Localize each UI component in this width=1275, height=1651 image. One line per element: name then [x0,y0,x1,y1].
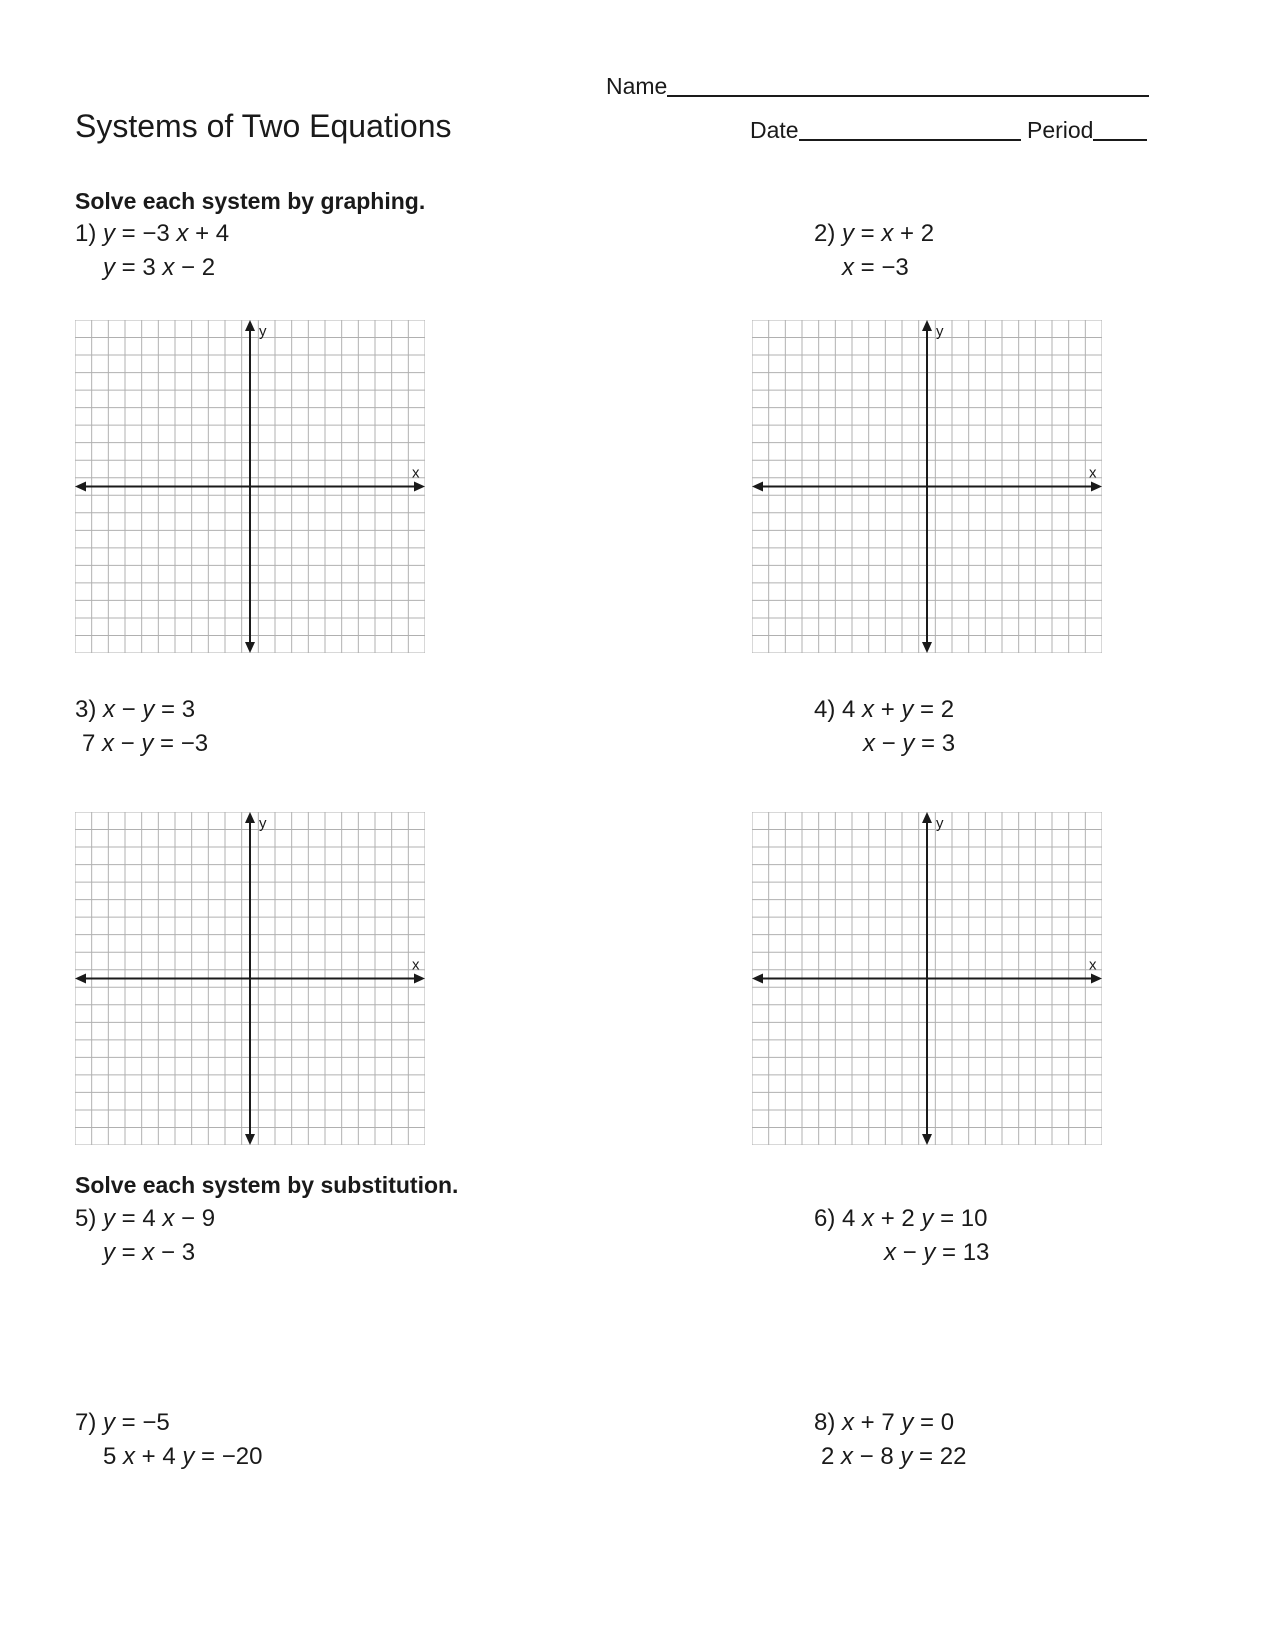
variable-x: x [162,1205,175,1232]
problem-number: 3) [75,696,104,723]
variable-y: y [902,730,915,757]
variable-y: y [103,220,116,247]
problem-number: 6) [814,1205,843,1232]
variable-y: y [103,1205,116,1232]
variable-x: x [881,220,894,247]
variable-y: y [923,1239,936,1266]
y-axis-arrow-up [245,320,255,331]
date-blank[interactable] [799,139,1021,141]
y-axis-arrow-down [922,642,932,653]
graph-3[interactable] [75,812,425,1145]
variable-x: x [842,254,854,281]
period-label: Period [1026,117,1094,143]
x-axis-arrow-right [414,482,425,492]
x-axis-label: x [1089,464,1097,482]
y-axis-arrow-up [922,320,932,331]
graph-4[interactable] [752,812,1102,1145]
problem-7-eq2: 5 x + 4 y = −20 [103,1443,263,1470]
problem-5 [75,1202,215,1270]
y-axis-label: y [936,815,944,832]
problem-7 [75,1406,262,1474]
x-axis-label: x [412,464,420,482]
x-axis-arrow-left [75,974,86,984]
problem-number: 1) [75,220,104,247]
variable-x: x [841,1443,854,1470]
y-axis-arrow-up [922,812,932,823]
x-axis-arrow-left [75,482,86,492]
x-axis-arrow-left [752,974,763,984]
problem-number: 7) [75,1409,104,1436]
y-axis-label: y [259,815,267,832]
problem-4-eq1: 4) 4 x + y = 2 [814,696,955,723]
variable-x: x [123,1443,136,1470]
page-title: Systems of Two Equations [75,108,452,144]
variable-y: y [103,1409,116,1436]
problem-6-eq1: 6) 4 x + 2 y = 10 [814,1205,988,1232]
variable-y: y [141,730,154,757]
variable-x: x [162,254,175,281]
problem-5-eq2: y = x − 3 [103,1239,196,1266]
name-blank[interactable] [667,95,1149,97]
section-heading-substitution: Solve each system by substitution. [75,1172,459,1198]
variable-y: y [842,220,855,247]
problem-8-eq1: 8) x + 7 y = 0 [814,1409,955,1436]
problem-5-eq1: 5) y = 4 x − 9 [75,1205,216,1232]
x-axis-arrow-left [752,482,763,492]
date-label: Date [750,117,799,143]
problem-3-eq2: 7 x − y = −3 [82,730,209,757]
variable-x: x [862,696,875,723]
variable-x: x [103,696,116,723]
variable-y: y [901,1409,914,1436]
variable-x: x [842,1409,855,1436]
variable-y: y [901,696,914,723]
x-axis-arrow-right [1091,974,1102,984]
x-axis-label: x [412,956,420,974]
problem-1 [75,217,229,285]
variable-y: y [182,1443,195,1470]
problem-6-eq2: x − y = 13 [884,1239,990,1266]
variable-x: x [884,1239,896,1266]
variable-x: x [142,1239,155,1266]
y-axis-label: y [259,323,267,340]
name-field[interactable] [606,72,1149,100]
period-blank[interactable] [1093,139,1147,141]
variable-x: x [102,730,115,757]
x-axis-arrow-right [414,974,425,984]
problem-3 [75,693,208,761]
problem-number: 5) [75,1205,104,1232]
y-axis-arrow-down [245,642,255,653]
x-axis-arrow-right [1091,482,1102,492]
problem-number: 2) [814,220,843,247]
problem-7-eq1: 7) y = −5 [75,1409,170,1436]
y-axis-arrow-up [245,812,255,823]
problem-4 [814,693,955,761]
variable-y: y [900,1443,913,1470]
x-axis-label: x [1089,956,1097,974]
variable-x: x [862,1205,875,1232]
variable-x: x [863,730,875,757]
problem-8-eq2: 2 x − 8 y = 22 [821,1443,967,1470]
problem-2 [814,217,934,285]
graph-1[interactable] [75,320,425,653]
problem-3-eq1: 3) x − y = 3 [75,696,196,723]
y-axis-arrow-down [245,1134,255,1145]
graph-2[interactable] [752,320,1102,653]
problem-2-eq1: 2) y = x + 2 [814,220,935,247]
problem-number: 4) [814,696,843,723]
y-axis-label: y [936,323,944,340]
variable-y: y [103,254,115,281]
variable-y: y [921,1205,934,1232]
problem-1-eq1: 1) y = −3 x + 4 [75,220,230,247]
problem-number: 8) [814,1409,843,1436]
y-axis-arrow-down [922,1134,932,1145]
variable-y: y [142,696,155,723]
section-heading-graphing: Solve each system by graphing. [75,188,426,214]
name-label: Name [606,73,668,99]
variable-x: x [176,220,189,247]
problem-1-eq2: y = 3 x − 2 [103,254,216,281]
problem-4-eq2: x − y = 3 [863,730,956,757]
date-field[interactable] [750,116,1147,144]
problem-6 [814,1202,989,1270]
problem-2-eq2: x = −3 [842,254,909,281]
variable-y: y [103,1239,115,1266]
problem-8 [814,1406,966,1474]
